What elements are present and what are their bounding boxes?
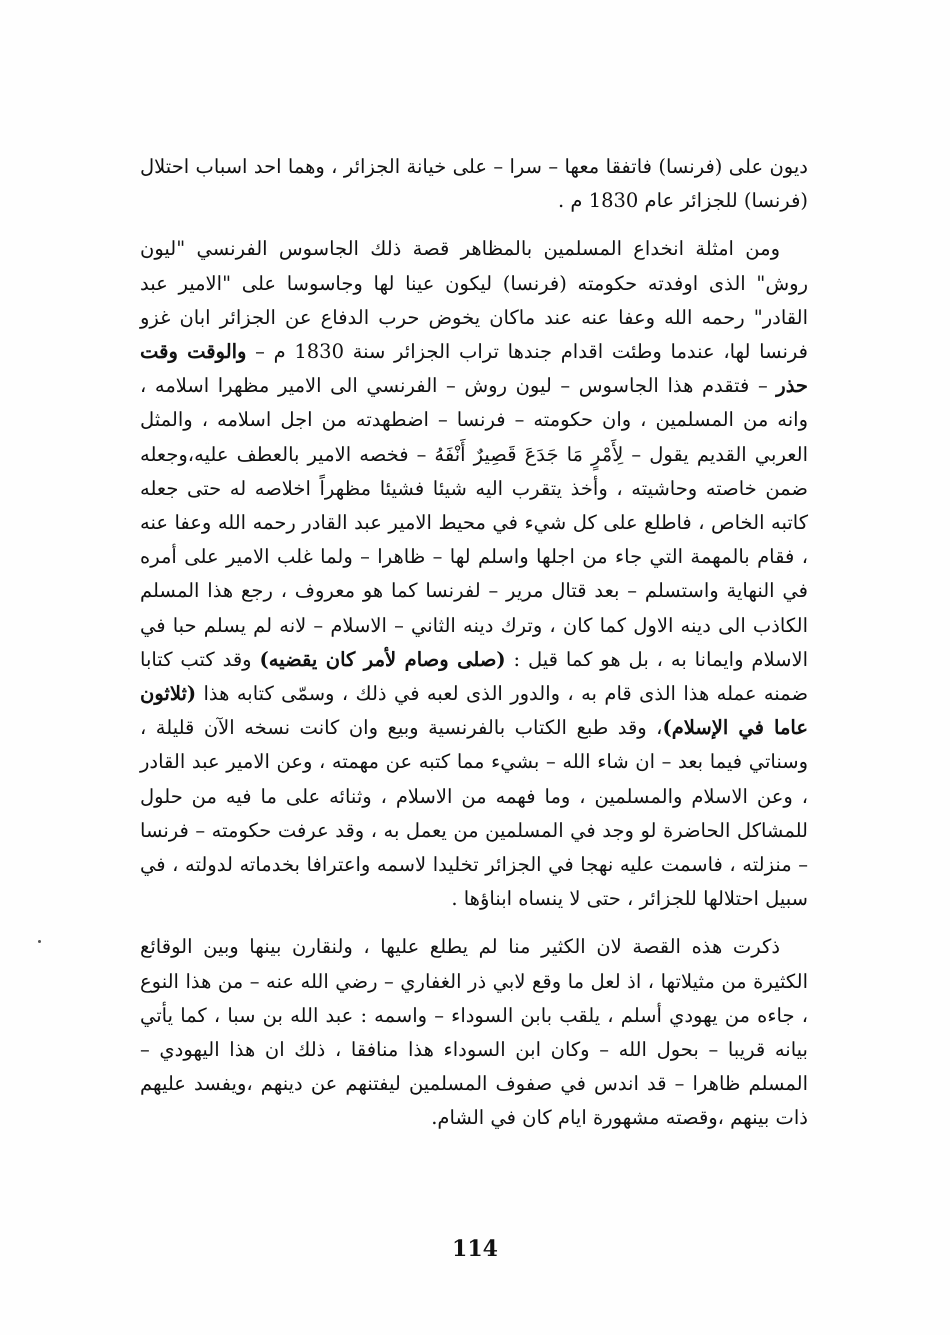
text-segment: – فتقدم هذا الجاسوس – ليون روش – الفرنسي الى الامير مظهرا اسلامه ، وانه من المسلمين ، وان حكومته – فرنسا – اضطهدته من اجل اسلامه ، والمثل العربي القديم يقول – لِأَمْرٍ مَا جَدَعَ قَصِيرٌ أَنْفَهُ – فخصه الامير بالعطف عليه،وجعله ضمن خاصته وحاشيته ، وأخذ يتقرب اليه شيئا فشيئا مظهراً اخلاصه له حتى جعله كاتبه الخاص ، فاطلع على كل شيء في محيط الامير عبد القادر رحمه الله وعفا عنه ، فقام بالمهمة التي جاء من اجلها واسلم لها – ظاهرا – ولما غلب الامير على أمره في النهاية واستسلم – بعد قتال مرير – لفرنسا كما هو معروف ، رجع هذا المسلم الكاذب الى دينه الاول كما كان ، وترك دينه الثاني – الاسلام – لانه لم يسلم حبا في الاسلام وايمانا به ، بل هو كما قيل : — [140, 374, 808, 671]
text-segment: ومن امثلة انخداع المسلمين بالمظاهر قصة ذلك الجاسوس الفرنسي "ليون روش" الذى اوفدته حكومته (فرنسا) ليكون عينا لها وجاسوسا على "الامير عبد القادر" رحمه الله وعفا عنه عند ماكان يخوض حرب الدفاع عن الجزائر ابان غزو فرنسا لها، عندما وطئت اقدام جندها تراب الجزائر سنة 1830 م – — [140, 237, 808, 364]
paragraph — [140, 930, 808, 1135]
text-segment: ، وقد طبع الكتاب بالفرنسية وبيع وان كانت نسخه الآن قليلة ، وسناتي فيما بعد – ان شاء الله – بشيء مما كتبه عن مهمته ، وعن الامير عبد القادر ، وعن الاسلام والمسلمين ، وما فهمه من الاسلام ، وثنائه على ما فيه من حلول للمشاكل الحاضرة لو وجد في المسلمين من يعمل به ، وقد عرفت حكومته – فرنسا – منزلته ، فاسمت عليه نهجا في الجزائر تخليدا لاسمه واعترافا بخدماته لدولته ، في سبيل احتلالها للجزائر ، حتى لا ينساه ابناؤها . — [140, 716, 808, 911]
text-segment: وقد كتب كتابا ضمنه عمله هذا الذى قام به ، والدور الذى لعبه في ذلك ، وسمّى كتابه هذا — [140, 647, 808, 706]
text-segment: ذكرت هذه القصة لان الكثير منا لم يطلع عليها ، ولنقارن بينها وبين الوقائع الكثيرة من مثيلاتها ، اذ لعل ما وقع لابي ذر الغفاري – رضي الله عنه – من هذا النوع ، جاءه من يهودي أسلم ، يلقب بابن السوداء – واسمه : عبد الله بن سبا ، كما يأتي بيانه قريبا – بحول الله – وكان ابن السوداء هذا منافقا ، ذلك ان هذا اليهودي – المسلم ظاهرا – قد اندس في صفوف المسلمين ليفتنهم عن دينهم ،ويفسد عليهم ذات بينهم ،وقصته مشهورة ايام كان في الشام. — [140, 935, 808, 1130]
bold-phrase: والوقت وقت حذر — [140, 340, 808, 398]
body-text — [140, 150, 808, 1136]
scan-speck — [38, 940, 41, 943]
page-number: 114 — [452, 1236, 498, 1262]
paragraph — [140, 150, 808, 218]
text-segment: ديون على (فرنسا) فاتفقا معها – سرا – على خيانة الجزائر ، وهما احد اسباب احتلال (فرنسا) للجزائر عام 1830 م . — [140, 155, 808, 213]
paragraph — [140, 232, 808, 916]
book-title: (ثلاثون عاما في الإسلام) — [140, 682, 808, 740]
bold-quote: (صلى وصام لأمر كان يقضيه) — [259, 647, 506, 671]
